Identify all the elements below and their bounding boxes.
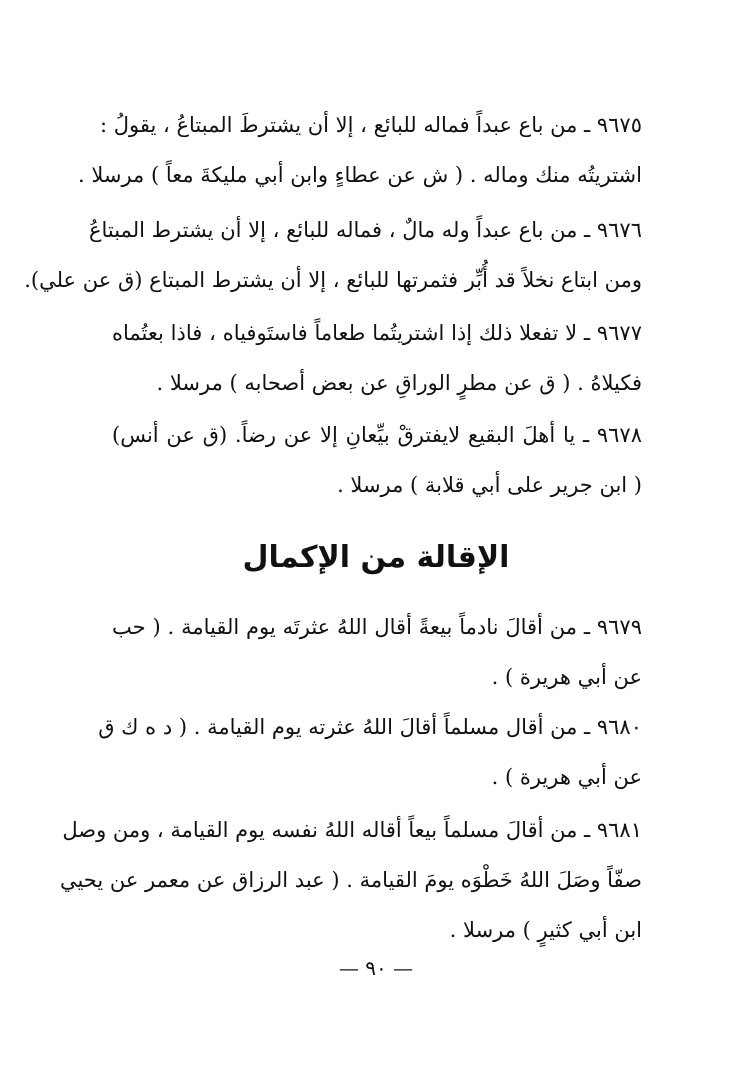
- hadith-9677-line-1: ٩٦٧٧ ـ لا تفعلا ذلك إذا اشتريتُما طعاماً فاستَوفياه ، فاذا بعتُماه: [112, 321, 642, 345]
- hadith-9675-line-1: ٩٦٧٥ ـ من باع عبداً فماله للبائع ، إلا أن يشترطَ المبتاعُ ، يقولُ :: [100, 113, 642, 137]
- hadith-9679-line-2: عن أبي هريرة ) .: [491, 665, 642, 689]
- section-heading: الإقالة من الإكمال: [242, 540, 510, 575]
- hadith-9676-line-1: ٩٦٧٦ ـ من باع عبداً وله مالٌ ، فماله للبائع ، إلا أن يشترط المبتاعُ: [88, 218, 642, 242]
- hadith-9676-line-2: ومن ابتاع نخلاً قد أُبِّر فثمرتها للبائع ، إلا أن يشترط المبتاع (ق عن علي).: [24, 268, 642, 292]
- hadith-9678-line-1: ٩٦٧٨ ـ يا أهلَ البقيع لايفترقْ بيِّعانِ إلا عن رضاً. (ق عن أنس): [112, 423, 642, 447]
- hadith-9681-line-1: ٩٦٨١ ـ من أقالَ مسلماً بيعاً أقاله اللهُ نفسه يوم القيامة ، ومن وصل: [62, 818, 642, 842]
- hadith-9679-line-1: ٩٦٧٩ ـ من أقالَ نادماً بيعةً أقال اللهُ عثرتَه يوم القيامة . ( حب: [112, 615, 642, 639]
- hadith-9681-line-3: ابن أبي كثيرٍ ) مرسلا .: [449, 918, 642, 942]
- hadith-9675-line-2: اشتريتُه منك وماله . ( ش عن عطاءٍ وابن أبي مليكةَ معاً ) مرسلا .: [77, 163, 642, 187]
- page-number: — ٩٠ —: [338, 956, 414, 980]
- hadith-9680-line-2: عن أبي هريرة ) .: [491, 765, 642, 789]
- hadith-9681-line-2: صفّاً وصَلَ اللهُ خَطْوَه يومَ القيامة . ( عبد الرزاق عن معمر عن يحيي: [59, 868, 642, 892]
- hadith-9678-line-2: ( ابن جرير على أبي قلابة ) مرسلا .: [337, 473, 642, 497]
- hadith-9680-line-1: ٩٦٨٠ ـ من أقال مسلماً أقالَ اللهُ عثرته يوم القيامة . ( د ه ك ق: [98, 715, 642, 739]
- hadith-9677-line-2: فكيلاهُ . ( ق عن مطرٍ الوراقِ عن بعض أصحابه ) مرسلا .: [156, 371, 642, 395]
